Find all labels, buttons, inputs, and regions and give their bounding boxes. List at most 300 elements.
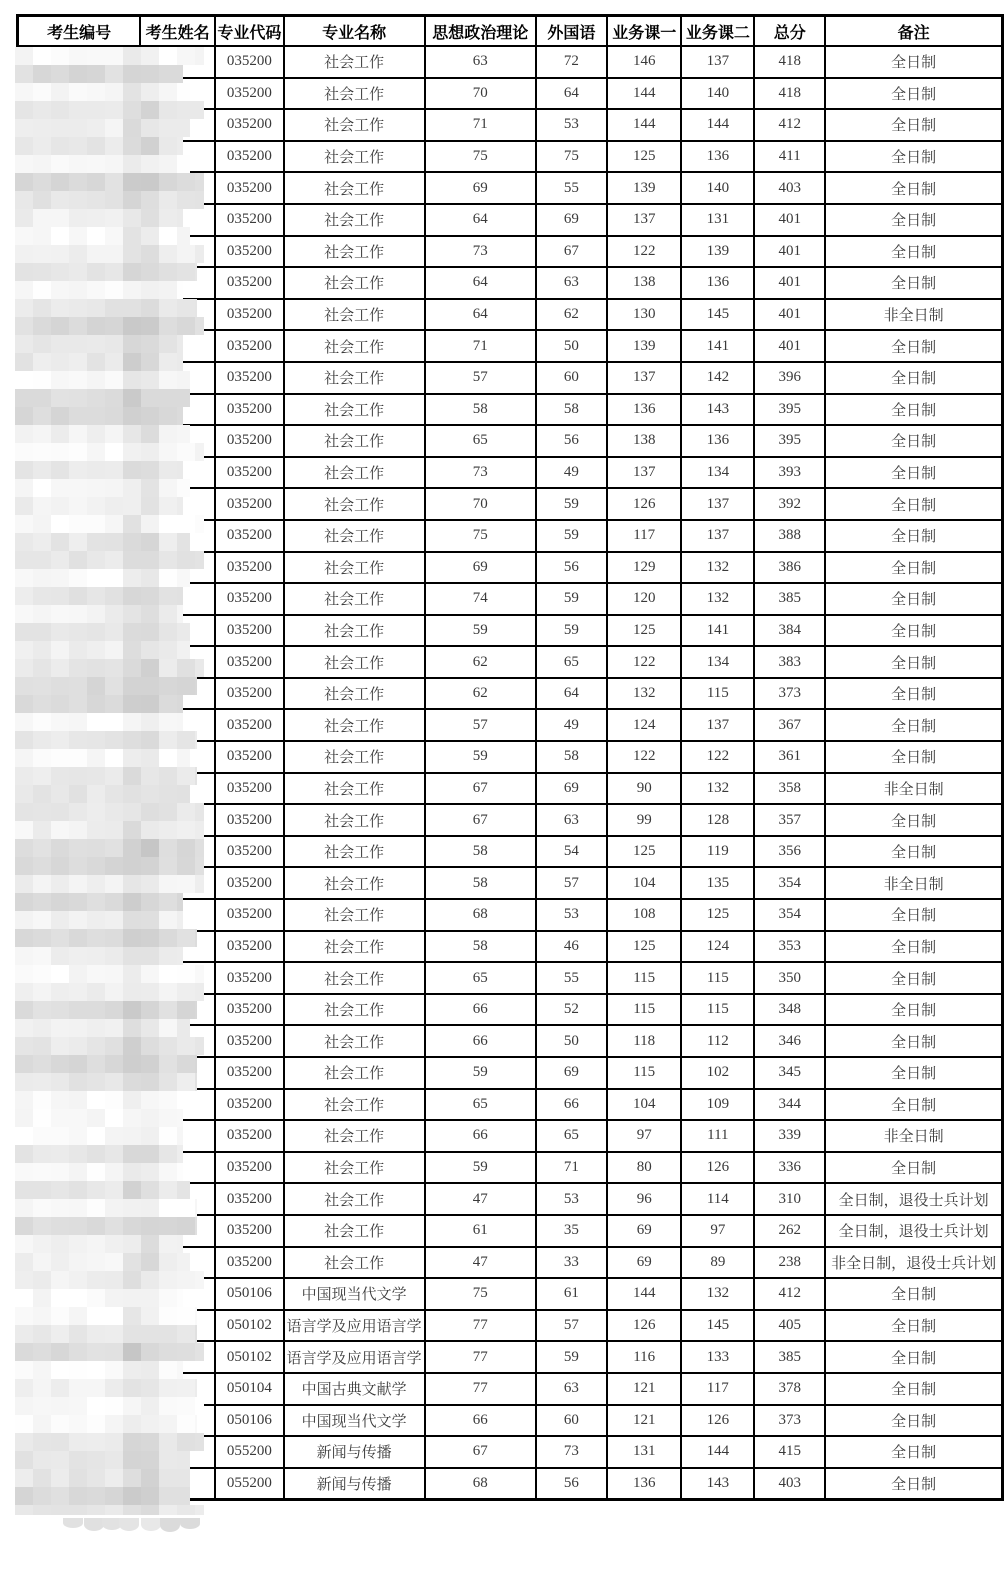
politics-score-cell: 58 (425, 931, 536, 963)
total-score-cell: 396 (754, 362, 825, 394)
foreign-language-score-cell: 33 (536, 1247, 607, 1279)
note-cell: 全日制 (825, 488, 1002, 520)
politics-score-cell: 74 (425, 583, 536, 615)
total-score-cell: 378 (754, 1373, 825, 1405)
foreign-language-score-cell: 56 (536, 1468, 607, 1500)
table-row (18, 457, 1003, 489)
major-code-cell: 035200 (215, 109, 284, 141)
header-row (18, 16, 1003, 47)
course2-score-cell: 140 (681, 172, 754, 204)
mosaic-block (105, 1505, 123, 1515)
mosaic-block (177, 1505, 195, 1515)
politics-score-cell: 70 (425, 78, 536, 110)
candidate-name-cell (140, 267, 215, 299)
major-code-cell: 035200 (215, 709, 284, 741)
major-name-cell: 语言学及应用语言学 (284, 1310, 425, 1342)
major-name-cell: 社会工作 (284, 994, 425, 1026)
course1-score-cell: 144 (607, 1278, 682, 1310)
major-code-cell: 050102 (215, 1341, 284, 1373)
major-code-cell: 035200 (215, 678, 284, 710)
politics-score-cell: 69 (425, 552, 536, 584)
major-name-cell: 社会工作 (284, 552, 425, 584)
course1-score-cell: 122 (607, 741, 682, 773)
foreign-language-score-cell: 69 (536, 204, 607, 236)
major-code-cell: 035200 (215, 836, 284, 868)
major-name-cell: 社会工作 (284, 646, 425, 678)
course2-score-cell: 142 (681, 362, 754, 394)
candidate-id-cell (18, 1373, 141, 1405)
note-cell: 全日制 (825, 236, 1002, 268)
table-row (18, 394, 1003, 426)
candidate-id-cell (18, 1057, 141, 1089)
major-name-cell: 社会工作 (284, 804, 425, 836)
candidate-name-cell (140, 646, 215, 678)
candidate-id-cell (18, 899, 141, 931)
foreign-language-score-cell: 55 (536, 962, 607, 994)
major-name-cell: 社会工作 (284, 709, 425, 741)
major-code-cell: 035200 (215, 804, 284, 836)
politics-score-cell: 47 (425, 1247, 536, 1279)
major-code-cell: 050106 (215, 1405, 284, 1437)
major-code-cell: 035200 (215, 773, 284, 805)
major-code-cell: 055200 (215, 1436, 284, 1468)
note-cell: 全日制 (825, 1025, 1002, 1057)
mosaic-block (195, 1505, 204, 1515)
candidate-id-cell (18, 867, 141, 899)
major-name-cell: 社会工作 (284, 583, 425, 615)
candidate-name-cell (140, 78, 215, 110)
note-cell: 非全日制 (825, 299, 1002, 331)
candidate-name-cell (140, 520, 215, 552)
course2-score-cell: 137 (681, 488, 754, 520)
major-name-cell: 社会工作 (284, 236, 425, 268)
major-name-cell: 社会工作 (284, 615, 425, 647)
table-row (18, 46, 1003, 78)
mosaic-blob (84, 1518, 104, 1531)
course2-score-cell: 131 (681, 204, 754, 236)
major-code-cell: 035200 (215, 1215, 284, 1247)
course2-score-cell: 128 (681, 804, 754, 836)
course1-score-cell: 132 (607, 678, 682, 710)
table-header (18, 16, 1003, 47)
major-code-cell: 035200 (215, 646, 284, 678)
candidate-id-cell (18, 425, 141, 457)
foreign-language-score-cell: 56 (536, 552, 607, 584)
politics-score-cell: 75 (425, 1278, 536, 1310)
total-score-cell: 310 (754, 1183, 825, 1215)
note-cell: 全日制 (825, 962, 1002, 994)
note-cell: 全日制 (825, 615, 1002, 647)
table-row (18, 931, 1003, 963)
major-name-cell: 社会工作 (284, 899, 425, 931)
major-code-cell: 035200 (215, 867, 284, 899)
course1-score-cell: 96 (607, 1183, 682, 1215)
candidate-id-cell (18, 931, 141, 963)
course1-score-cell: 69 (607, 1215, 682, 1247)
table-row (18, 867, 1003, 899)
candidate-id-cell (18, 141, 141, 173)
course2-score-cell: 89 (681, 1247, 754, 1279)
major-code-cell: 035200 (215, 236, 284, 268)
table-row (18, 678, 1003, 710)
course2-score-cell: 109 (681, 1089, 754, 1121)
candidate-id-cell (18, 552, 141, 584)
major-name-cell: 社会工作 (284, 394, 425, 426)
table-row (18, 615, 1003, 647)
politics-score-cell: 57 (425, 362, 536, 394)
course1-score-cell: 80 (607, 1152, 682, 1184)
candidate-name-cell (140, 552, 215, 584)
table-row (18, 709, 1003, 741)
foreign-language-score-cell: 60 (536, 1405, 607, 1437)
major-name-cell: 社会工作 (284, 488, 425, 520)
candidate-name-cell (140, 457, 215, 489)
politics-score-cell: 59 (425, 615, 536, 647)
foreign-language-score-cell: 65 (536, 1120, 607, 1152)
candidate-name-cell (140, 1057, 215, 1089)
total-score-cell: 395 (754, 425, 825, 457)
candidate-name-cell (140, 1405, 215, 1437)
course2-score-cell: 136 (681, 141, 754, 173)
candidate-id-cell (18, 330, 141, 362)
table-row (18, 1373, 1003, 1405)
major-code-cell: 035200 (215, 962, 284, 994)
candidate-name-cell (140, 615, 215, 647)
note-cell: 非全日制 (825, 1120, 1002, 1152)
table-row (18, 1183, 1003, 1215)
course2-score-cell: 117 (681, 1373, 754, 1405)
major-code-cell: 050104 (215, 1373, 284, 1405)
candidate-id-cell (18, 1089, 141, 1121)
major-name-cell: 社会工作 (284, 741, 425, 773)
politics-score-cell: 61 (425, 1215, 536, 1247)
candidate-id-cell (18, 46, 141, 78)
major-code-cell: 035200 (215, 362, 284, 394)
major-name-cell: 社会工作 (284, 931, 425, 963)
table-row (18, 899, 1003, 931)
header-candidate-name: 考生姓名 (140, 16, 215, 47)
header-total: 总分 (754, 16, 825, 47)
total-score-cell: 386 (754, 552, 825, 584)
course2-score-cell: 144 (681, 109, 754, 141)
total-score-cell: 411 (754, 141, 825, 173)
candidate-id-cell (18, 362, 141, 394)
candidate-id-cell (18, 615, 141, 647)
mosaic-blob (102, 1518, 122, 1530)
candidate-id-cell (18, 299, 141, 331)
politics-score-cell: 58 (425, 836, 536, 868)
major-name-cell: 社会工作 (284, 1057, 425, 1089)
total-score-cell: 392 (754, 488, 825, 520)
mosaic-blob (141, 1518, 161, 1531)
note-cell: 全日制 (825, 678, 1002, 710)
candidate-name-cell (140, 583, 215, 615)
politics-score-cell: 70 (425, 488, 536, 520)
candidate-name-cell (140, 488, 215, 520)
note-cell: 全日制 (825, 330, 1002, 362)
candidate-id-cell (18, 236, 141, 268)
candidate-name-cell (140, 236, 215, 268)
candidate-name-cell (140, 204, 215, 236)
total-score-cell: 412 (754, 109, 825, 141)
politics-score-cell: 71 (425, 109, 536, 141)
table-body (18, 46, 1003, 1500)
politics-score-cell: 63 (425, 46, 536, 78)
foreign-language-score-cell: 71 (536, 1152, 607, 1184)
politics-score-cell: 77 (425, 1373, 536, 1405)
note-cell: 全日制 (825, 583, 1002, 615)
candidate-id-cell (18, 994, 141, 1026)
foreign-language-score-cell: 63 (536, 1373, 607, 1405)
foreign-language-score-cell: 59 (536, 615, 607, 647)
total-score-cell: 354 (754, 899, 825, 931)
course2-score-cell: 137 (681, 520, 754, 552)
major-name-cell: 社会工作 (284, 141, 425, 173)
candidate-id-cell (18, 1405, 141, 1437)
note-cell: 非全日制 (825, 773, 1002, 805)
candidate-id-cell (18, 1247, 141, 1279)
note-cell: 全日制 (825, 1373, 1002, 1405)
total-score-cell: 401 (754, 267, 825, 299)
politics-score-cell: 69 (425, 172, 536, 204)
header-course1: 业务课一 (607, 16, 682, 47)
total-score-cell: 353 (754, 931, 825, 963)
politics-score-cell: 68 (425, 1468, 536, 1500)
foreign-language-score-cell: 67 (536, 236, 607, 268)
foreign-language-score-cell: 59 (536, 1341, 607, 1373)
candidate-name-cell (140, 46, 215, 78)
course1-score-cell: 122 (607, 236, 682, 268)
foreign-language-score-cell: 49 (536, 709, 607, 741)
table-row (18, 646, 1003, 678)
foreign-language-score-cell: 75 (536, 141, 607, 173)
total-score-cell: 415 (754, 1436, 825, 1468)
course2-score-cell: 144 (681, 1436, 754, 1468)
major-code-cell: 035200 (215, 1057, 284, 1089)
course2-score-cell: 112 (681, 1025, 754, 1057)
course1-score-cell: 138 (607, 425, 682, 457)
total-score-cell: 354 (754, 867, 825, 899)
candidate-name-cell (140, 362, 215, 394)
course2-score-cell: 115 (681, 962, 754, 994)
candidate-name-cell (140, 1310, 215, 1342)
total-score-cell: 262 (754, 1215, 825, 1247)
major-code-cell: 035200 (215, 330, 284, 362)
total-score-cell: 357 (754, 804, 825, 836)
note-cell: 全日制，退役士兵计划 (825, 1183, 1002, 1215)
note-cell: 全日制 (825, 994, 1002, 1026)
candidate-id-cell (18, 488, 141, 520)
course1-score-cell: 120 (607, 583, 682, 615)
major-name-cell: 社会工作 (284, 867, 425, 899)
candidate-id-cell (18, 204, 141, 236)
note-cell: 非全日制，退役士兵计划 (825, 1247, 1002, 1279)
major-code-cell: 035200 (215, 615, 284, 647)
header-major-code: 专业代码 (215, 16, 284, 47)
table-row (18, 773, 1003, 805)
foreign-language-score-cell: 61 (536, 1278, 607, 1310)
header-note: 备注 (825, 16, 1002, 47)
candidate-name-cell (140, 1247, 215, 1279)
course1-score-cell: 137 (607, 362, 682, 394)
header-major-name: 专业名称 (284, 16, 425, 47)
foreign-language-score-cell: 60 (536, 362, 607, 394)
politics-score-cell: 58 (425, 867, 536, 899)
major-code-cell: 035200 (215, 394, 284, 426)
table-row (18, 962, 1003, 994)
candidate-name-cell (140, 172, 215, 204)
table-row (18, 109, 1003, 141)
foreign-language-score-cell: 58 (536, 394, 607, 426)
note-cell: 全日制 (825, 1152, 1002, 1184)
table-row (18, 425, 1003, 457)
major-code-cell: 035200 (215, 488, 284, 520)
table-row (18, 1120, 1003, 1152)
foreign-language-score-cell: 50 (536, 330, 607, 362)
politics-score-cell: 62 (425, 646, 536, 678)
note-cell: 全日制 (825, 552, 1002, 584)
foreign-language-score-cell: 72 (536, 46, 607, 78)
major-code-cell: 035200 (215, 141, 284, 173)
candidate-id-cell (18, 646, 141, 678)
table-row (18, 1436, 1003, 1468)
course2-score-cell: 132 (681, 552, 754, 584)
course2-score-cell: 97 (681, 1215, 754, 1247)
note-cell: 全日制 (825, 457, 1002, 489)
politics-score-cell: 77 (425, 1341, 536, 1373)
major-name-cell: 社会工作 (284, 773, 425, 805)
politics-score-cell: 77 (425, 1310, 536, 1342)
course2-score-cell: 136 (681, 267, 754, 299)
total-score-cell: 401 (754, 330, 825, 362)
candidate-id-cell (18, 78, 141, 110)
candidate-id-cell (18, 1310, 141, 1342)
course2-score-cell: 122 (681, 741, 754, 773)
major-name-cell: 中国古典文献学 (284, 1373, 425, 1405)
candidate-id-cell (18, 394, 141, 426)
foreign-language-score-cell: 69 (536, 773, 607, 805)
total-score-cell: 344 (754, 1089, 825, 1121)
major-name-cell: 社会工作 (284, 425, 425, 457)
politics-score-cell: 65 (425, 962, 536, 994)
table-row (18, 488, 1003, 520)
mosaic-block (123, 1505, 141, 1515)
candidate-id-cell (18, 1152, 141, 1184)
table-row (18, 1057, 1003, 1089)
course1-score-cell: 125 (607, 141, 682, 173)
major-code-cell: 035200 (215, 172, 284, 204)
note-cell: 全日制 (825, 899, 1002, 931)
major-code-cell: 035200 (215, 1247, 284, 1279)
table-row (18, 1025, 1003, 1057)
course1-score-cell: 122 (607, 646, 682, 678)
major-code-cell: 035200 (215, 299, 284, 331)
candidate-name-cell (140, 678, 215, 710)
politics-score-cell: 71 (425, 330, 536, 362)
mosaic-block (15, 1505, 33, 1515)
note-cell: 全日制 (825, 394, 1002, 426)
course2-score-cell: 102 (681, 1057, 754, 1089)
course1-score-cell: 125 (607, 931, 682, 963)
table-row (18, 1468, 1003, 1500)
candidate-name-cell (140, 773, 215, 805)
course2-score-cell: 133 (681, 1341, 754, 1373)
major-code-cell: 035200 (215, 204, 284, 236)
course2-score-cell: 124 (681, 931, 754, 963)
candidate-name-cell (140, 741, 215, 773)
politics-score-cell: 59 (425, 1152, 536, 1184)
foreign-language-score-cell: 59 (536, 583, 607, 615)
course2-score-cell: 132 (681, 1278, 754, 1310)
foreign-language-score-cell: 52 (536, 994, 607, 1026)
foreign-language-score-cell: 63 (536, 804, 607, 836)
major-code-cell: 035200 (215, 583, 284, 615)
note-cell: 全日制 (825, 1341, 1002, 1373)
major-code-cell: 035200 (215, 1152, 284, 1184)
total-score-cell: 339 (754, 1120, 825, 1152)
major-name-cell: 社会工作 (284, 1247, 425, 1279)
major-name-cell: 社会工作 (284, 362, 425, 394)
header-politics: 思想政治理论 (425, 16, 536, 47)
note-cell: 全日制 (825, 1310, 1002, 1342)
table-row (18, 994, 1003, 1026)
candidate-name-cell (140, 804, 215, 836)
note-cell: 全日制 (825, 1057, 1002, 1089)
course1-score-cell: 139 (607, 330, 682, 362)
major-name-cell: 社会工作 (284, 267, 425, 299)
course1-score-cell: 125 (607, 836, 682, 868)
candidate-name-cell (140, 1215, 215, 1247)
course1-score-cell: 104 (607, 1089, 682, 1121)
politics-score-cell: 68 (425, 899, 536, 931)
candidate-id-cell (18, 1120, 141, 1152)
major-name-cell: 社会工作 (284, 1120, 425, 1152)
candidate-id-cell (18, 172, 141, 204)
note-cell: 全日制 (825, 804, 1002, 836)
table-row (18, 204, 1003, 236)
course1-score-cell: 130 (607, 299, 682, 331)
mosaic-blob (63, 1518, 83, 1528)
major-code-cell: 035200 (215, 78, 284, 110)
candidate-id-cell (18, 709, 141, 741)
total-score-cell: 403 (754, 172, 825, 204)
course1-score-cell: 121 (607, 1373, 682, 1405)
course1-score-cell: 108 (607, 899, 682, 931)
foreign-language-score-cell: 55 (536, 172, 607, 204)
major-name-cell: 社会工作 (284, 204, 425, 236)
total-score-cell: 405 (754, 1310, 825, 1342)
mosaic-block (33, 1505, 51, 1515)
table-row (18, 267, 1003, 299)
course1-score-cell: 90 (607, 773, 682, 805)
table-row (18, 1310, 1003, 1342)
table-row (18, 552, 1003, 584)
total-score-cell: 383 (754, 646, 825, 678)
major-name-cell: 语言学及应用语言学 (284, 1341, 425, 1373)
total-score-cell: 373 (754, 1405, 825, 1437)
course2-score-cell: 139 (681, 236, 754, 268)
major-name-cell: 新闻与传播 (284, 1468, 425, 1500)
foreign-language-score-cell: 65 (536, 646, 607, 678)
course1-score-cell: 139 (607, 172, 682, 204)
major-name-cell: 社会工作 (284, 109, 425, 141)
major-name-cell: 中国现当代文学 (284, 1278, 425, 1310)
candidate-name-cell (140, 994, 215, 1026)
course2-score-cell: 134 (681, 646, 754, 678)
note-cell: 全日制 (825, 1436, 1002, 1468)
major-name-cell: 社会工作 (284, 836, 425, 868)
course1-score-cell: 124 (607, 709, 682, 741)
